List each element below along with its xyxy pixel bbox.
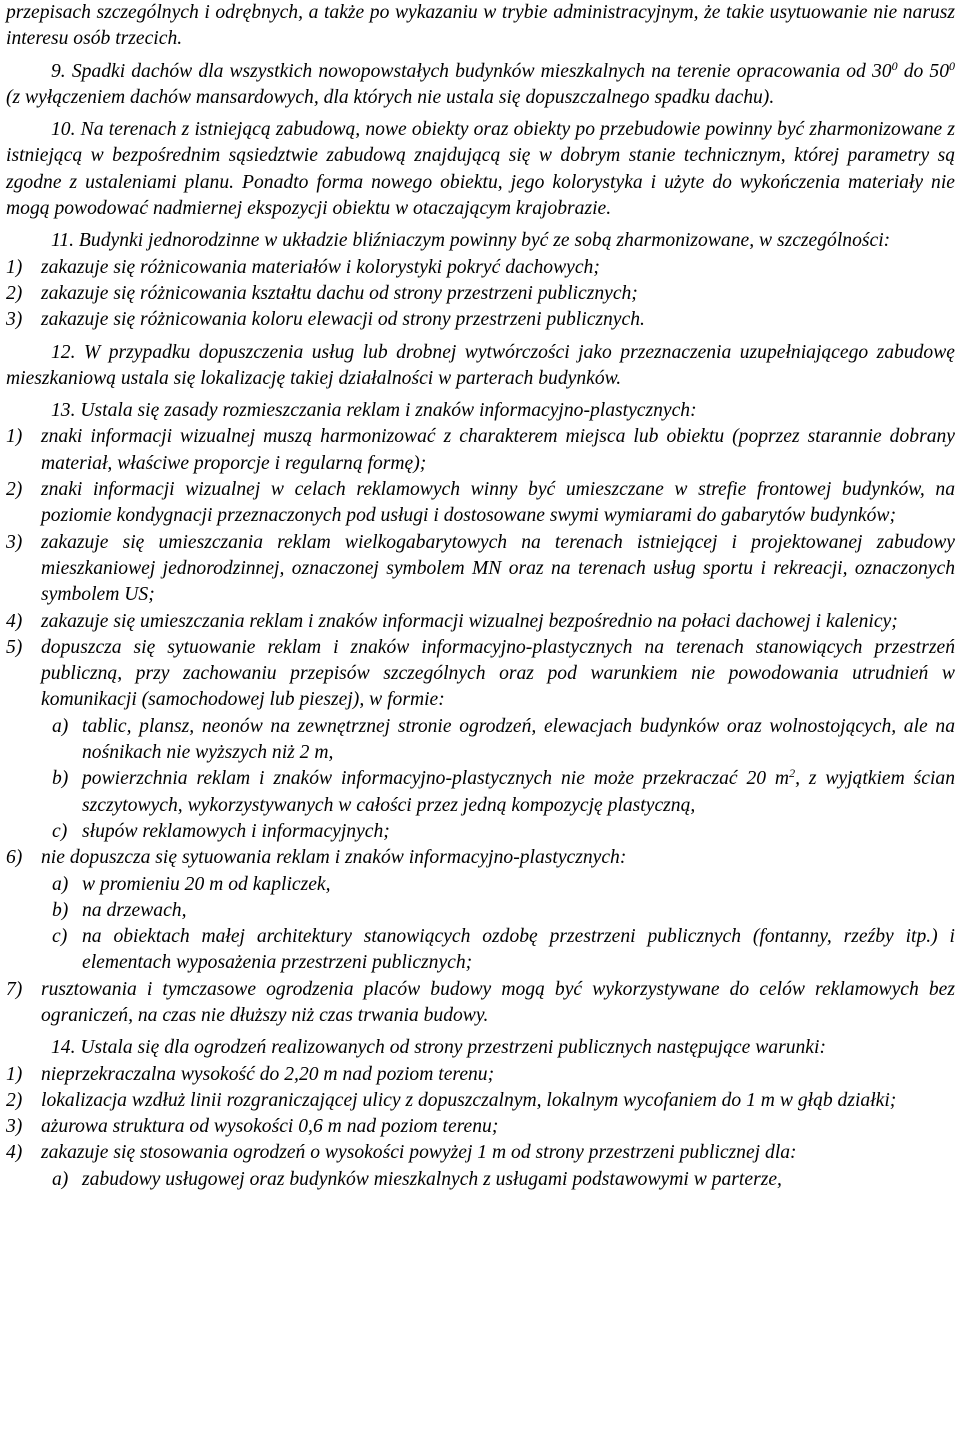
- sub-list-item-letter: a): [52, 715, 69, 737]
- list-item-number: 1): [6, 426, 23, 448]
- list-item-text: znaki informacji wizualnej w celach reklamowych winny być umieszczane w strefie frontowej budynków, na poziomie kondygnacji przeznaczonych pod usługi i dostosowane swymi wymiarami do gabarytów budynków;: [41, 479, 955, 527]
- list-item-text: zakazuje się różnicowania koloru elewacji od strony przestrzeni publicznych.: [41, 309, 645, 331]
- list-item: [6, 1114, 955, 1140]
- list-item-text: dopuszcza się sytuowanie reklam i znaków informacyjno-plastycznych na terenach stanowiących przestrzeń publiczną, przy zachowaniu przepisów szczególnych oraz pod warunkiem nie powodowania utrudnień w komunikacji (samochodowej lub pieszej), w formie:: [41, 636, 955, 711]
- list-item-number: 7): [6, 978, 23, 1000]
- list-item-text: lokalizacja wzdłuż linii rozgraniczającej ulicy z dopuszczalnym, lokalnym wycofaniem do 1 m w głąb działki;: [41, 1089, 897, 1111]
- sub-list-item-text: słupów reklamowych i informacyjnych;: [82, 820, 390, 842]
- paragraph-13-intro: 13. Ustala się zasady rozmieszczania reklam i znaków informacyjno-plastycznych:: [51, 400, 697, 422]
- list-item: [6, 281, 955, 307]
- sub-list-item-letter: c): [52, 926, 68, 948]
- sub-list-item-letter: c): [52, 820, 68, 842]
- list-item: [6, 1088, 955, 1114]
- area-superscript: 2: [789, 766, 796, 781]
- paragraph-9-text-b: do 50: [897, 60, 950, 82]
- list-item: [6, 977, 955, 1030]
- sub-list-item-text: tablic, plansz, neonów na zewnętrznej stronie ogrodzeń, elewacjach budynków oraz wolnostojących, ale na nośnikach nie wyższych niż 2 m,: [82, 715, 955, 764]
- list-item-number: 3): [6, 309, 23, 331]
- sub-list-item-letter: b): [52, 768, 69, 790]
- sub-list-item-text: powierzchnia reklam i znaków informacyjno-plastycznych nie może przekraczać 20 m: [82, 768, 790, 790]
- paragraph-12: 12. W przypadku dopuszczenia usług lub drobnej wytwórczości jako przeznaczenia uzupełniającego zabudowę mieszkaniową ustala się lokalizację takiej działalności w parterach budynków.: [6, 341, 955, 389]
- list-item-number: 4): [6, 610, 23, 632]
- list-item-number: 5): [6, 636, 23, 658]
- list-item-text: ażurowa struktura od wysokości 0,6 m nad poziom terenu;: [41, 1116, 499, 1138]
- list-item-text: zakazuje się różnicowania kształtu dachu od strony przestrzeni publicznych;: [41, 282, 638, 304]
- list-item-number: 4): [6, 1142, 23, 1164]
- sub-list-item: [6, 898, 955, 924]
- list-item-text: zakazuje się umieszczania reklam i znaków informacji wizualnej bezpośrednio na połaci dachowej i kalenicy;: [41, 610, 898, 632]
- sub-list-item-letter: b): [52, 899, 69, 921]
- list-item-number: 3): [6, 1116, 23, 1138]
- degree-superscript: 0: [949, 58, 956, 73]
- list-item: [6, 477, 955, 530]
- paragraph-11-intro: 11. Budynki jednorodzinne w układzie bliźniaczym powinny być ze sobą zharmonizowane, w szczególności:: [51, 230, 891, 252]
- list-item-text: zakazuje się stosowania ogrodzeń o wysokości powyżej 1 m od strony przestrzeni publicznej dla:: [41, 1142, 797, 1164]
- list-item-number: 2): [6, 282, 23, 304]
- paragraph-8-continuation: przepisach szczególnych i odrębnych, a także po wykazaniu w trybie administracyjnym, że takie usytuowanie nie narusz interesu osób trzecich.: [6, 2, 955, 50]
- list-item-number: 2): [6, 1089, 23, 1111]
- paragraph-9-text-c: (z wyłączeniem dachów mansardowych, dla których nie ustala się dopuszczalnego spadku dachu).: [6, 86, 775, 108]
- list-item-number: 1): [6, 256, 23, 278]
- sub-list-item-letter: a): [52, 873, 69, 895]
- sub-list-item: [6, 819, 955, 845]
- sub-list-item: [6, 766, 955, 819]
- list-item-text: znaki informacji wizualnej muszą harmonizować z charakterem miejsca lub obiektu (poprzez starannie dobrany materiał, właściwe proporcje i regularną formę);: [41, 426, 955, 474]
- degree-superscript: 0: [891, 58, 898, 73]
- sub-list-item-text: zabudowy usługowej oraz budynków mieszkalnych z usługami podstawowymi w parterze,: [82, 1168, 782, 1190]
- sub-list-item: [6, 714, 955, 767]
- sub-list-item-text-cont: , z wyjątkiem ścian szczytowych, wykorzystywanych w całości przez jedną kompozycję plastyczną,: [82, 768, 956, 816]
- list-item-number: 6): [6, 847, 23, 869]
- sub-list-item-text: na drzewach,: [82, 899, 187, 921]
- list-item: [6, 1140, 955, 1166]
- paragraph-14-intro: 14. Ustala się dla ogrodzeń realizowanych od strony przestrzeni publicznych następujące warunki:: [51, 1037, 826, 1059]
- list-item: [6, 1062, 955, 1088]
- list-item-text: rusztowania i tymczasowe ogrodzenia placów budowy mogą być wykorzystywane do celów reklamowych bez ograniczeń, na czas nie dłuższy niż czas trwania budowy.: [41, 978, 955, 1026]
- paragraph-10: 10. Na terenach z istniejącą zabudową, nowe obiekty oraz obiekty po przebudowie powinny być zharmonizowane z istniejącą w bezpośrednim sąsiedztwie zabudową znajdującą się w dobrym stanie technicznym, której parametry są zgodne z ustaleniami planu. Ponadto forma nowego obiektu, jego kolorystyka i użyte do wykończenia materiały nie mogą powodować nadmiernej ekspozycji obiektu w otaczającym krajobrazie.: [6, 119, 955, 220]
- list-item-number: 2): [6, 479, 23, 501]
- paragraph-9-text-a: 9. Spadki dachów dla wszystkich nowopowstałych budynków mieszkalnych na terenie opracowania od 30: [51, 60, 892, 82]
- list-item-number: 3): [6, 531, 23, 553]
- list-item: [6, 307, 955, 333]
- list-item-text: zakazuje się umieszczania reklam wielkogabarytowych na terenach istniejącej i projektowanej zabudowy mieszkaniowej jednorodzinnej, oznaczonej symbolem MN oraz na terenach usług sportu i rekreacji, oznaczonych symbolem US;: [41, 531, 955, 606]
- list-item: [6, 424, 955, 477]
- sub-list-item-text: w promieniu 20 m od kapliczek,: [82, 873, 331, 895]
- paragraph-9: [6, 59, 955, 112]
- list-item: [6, 635, 955, 714]
- sub-list-item: [6, 924, 955, 977]
- list-item: [6, 845, 955, 871]
- list-item: [6, 255, 955, 281]
- sub-list-item-text: na obiektach małej architektury stanowiących ozdobę przestrzeni publicznych (fontanny, rzeźby itp.) i elementach wyposażenia przestrzeni publicznych;: [82, 926, 955, 974]
- sub-list-item: [6, 872, 955, 898]
- list-item-number: 1): [6, 1063, 23, 1085]
- list-item-text: zakazuje się różnicowania materiałów i kolorystyki pokryć dachowych;: [41, 256, 600, 278]
- list-item: [6, 530, 955, 609]
- list-item: [6, 609, 955, 635]
- list-item-text: nie dopuszcza się sytuowania reklam i znaków informacyjno-plastycznych:: [41, 847, 627, 869]
- list-item-text: nieprzekraczalna wysokość do 2,20 m nad poziom terenu;: [41, 1063, 495, 1085]
- sub-list-item: [6, 1167, 955, 1193]
- sub-list-item-letter: a): [52, 1168, 69, 1190]
